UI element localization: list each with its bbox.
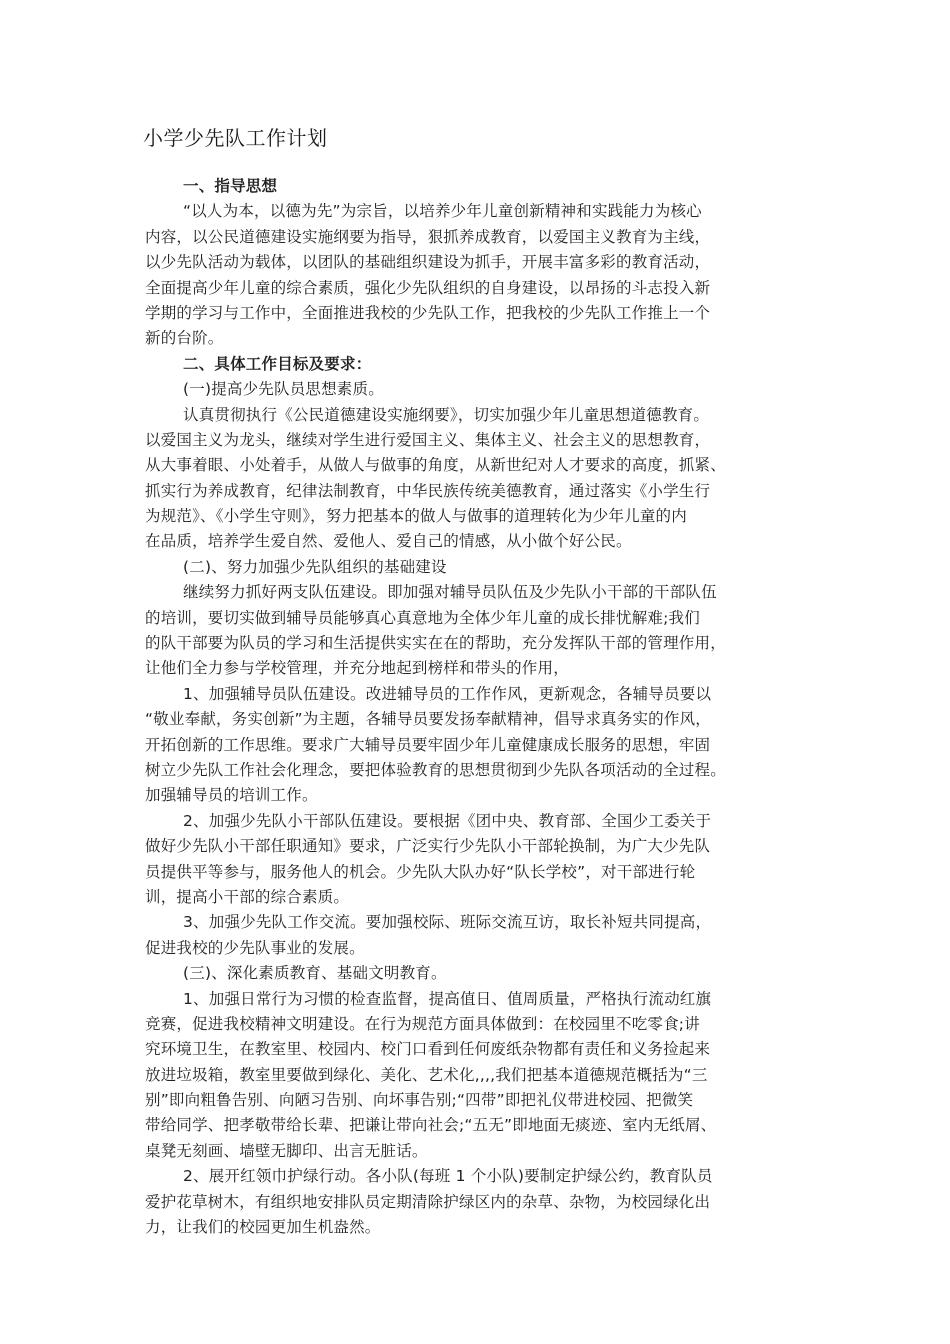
paragraph-line: 在品质，培养学生爱自然、爱他人、爱自己的情感，从小做个好公民。 [145,532,632,551]
paragraph-line: (一)提高少先队员思想素质。 [183,380,384,399]
paragraph-line: 认真贯彻执行《公民道德建设实施纲要》，切实加强少年儿童思想道德教育。 [183,405,710,424]
paragraph-line: (三)、深化素质教育、基础文明教育。 [183,964,447,983]
paragraph-line: 从大事着眼、小处着手，从做人与做事的角度，从新世纪对人才要求的高度，抓紧、 [145,456,726,475]
paragraph-line: 别”即向粗鲁告别、向陋习告别、向坏事告别;“四带”即把礼仪带进校园、把微笑 [145,1091,694,1110]
paragraph-line: 以爱国主义为龙头，继续对学生进行爱国主义、集体主义、社会主义的思想教育， [145,430,711,449]
paragraph-line: 1、加强辅导员队伍建设。改进辅导员的工作作风，更新观念，各辅导员要以 [183,684,712,703]
paragraph-line: 的培训，要切实做到辅导员能够真心真意地为全体少年儿童的成长排忧解难;我们 [145,608,700,627]
paragraph-line: 新的台阶。 [145,329,224,348]
paragraph-line: “以人为本，以德为先”为宗旨，以培养少年儿童创新精神和实践能力为核心 [183,202,702,221]
document-body [145,174,825,1240]
paragraph-line: 员提供平等参与，服务他人的机会。少先队大队办好“队长学校”，对干部进行轮 [145,862,696,881]
paragraph-line: 加强辅导员的培训工作。 [145,786,318,805]
paragraph-line: 3、加强少先队工作交流。要加强校际、班际交流互访，取长补短共同提高， [183,913,712,932]
document-title: 小学少先队工作计划 [143,126,328,150]
paragraph-line: 树立少先队工作社会化理念，要把体验教育的思想贯彻到少先队各项活动的全过程。 [145,760,726,779]
paragraph-line: 学期的学习与工作中，全面推进我校的少先队工作，把我校的少先队工作推上一个 [145,303,711,322]
paragraph-line: 继续努力抓好两支队伍建设。即加强对辅导员队伍及少先队小干部的干部队伍 [183,583,717,602]
paragraph-line: 力，让我们的校园更加生机盎然。 [145,1218,381,1237]
paragraph-line: 放进垃圾箱，教室里要做到绿化、美化、艺术化,,,,我们把基本道德规范概括为“三 [145,1065,708,1084]
paragraph-line: 训，提高小干部的综合素质。 [145,887,350,906]
section-heading: 二、具体工作目标及要求： [183,354,372,373]
paragraph-line: 2、展开红领巾护绿行动。各小队(每班 1 个小队)要制定护绿公约，教育队员 [183,1167,713,1186]
paragraph-line: 以少先队活动为载体，以团队的基础组织建设为抓手，开展丰富多彩的教育活动， [145,253,711,272]
paragraph-line: 竞赛，促进我校精神文明建设。在行为规范方面具体做到：在校园里不吃零食;讲 [145,1014,700,1033]
paragraph-line: 1、加强日常行为习惯的检查监督，提高值日、值周质量，严格执行流动红旗 [183,989,712,1008]
paragraph-line: 爱护花草树木，有组织地安排队员定期清除护绿区内的杂草、杂物，为校园绿化出 [145,1192,711,1211]
paragraph-line: 全面提高少年儿童的综合素质，强化少先队组织的自身建设，以昂扬的斗志投入新 [145,278,711,297]
paragraph-line: 开拓创新的工作思维。要求广大辅导员要牢固少年儿童健康成长服务的思想，牢固 [145,735,711,754]
paragraph-line: 2、加强少先队小干部队伍建设。要根据《团中央、教育部、全国少工委关于 [183,811,712,830]
paragraph-line: “敬业奉献，务实创新”为主题，各辅导员要发扬奉献精神，倡导求真务实的作风， [145,710,711,729]
section-heading: 一、指导思想 [183,177,278,195]
paragraph-line: 促进我校的少先队事业的发展。 [145,938,365,957]
paragraph-line: 抓实行为养成教育，纪律法制教育，中华民族传统美德教育，通过落实《小学生行 [145,481,711,500]
paragraph-line: (二)、努力加强少先队组织的基础建设 [183,557,447,576]
paragraph-line: 带给同学、把孝敬带给长辈、把谦让带向社会;“五无”即地面无痰迹、室内无纸屑、 [145,1116,717,1135]
paragraph-line: 的队干部要为队员的学习和生活提供实实在在的帮助，充分发挥队干部的管理作用， [145,634,726,653]
paragraph-line: 内容，以公民道德建设实施纲要为指导，狠抓养成教育，以爱国主义教育为主线， [145,227,711,246]
paragraph-line: 桌凳无刻画、墙壁无脚印、出言无脏话。 [145,1141,428,1160]
paragraph-line: 做好少先队小干部任职通知》要求，广泛实行少先队小干部轮换制，为广大少先队 [145,837,711,856]
paragraph-line: 让他们全力参与学校管理，并充分地起到榜样和带头的作用， [145,659,569,678]
paragraph-line: 究环境卫生，在教室里、校园内、校门口看到任何废纸杂物都有责任和义务捡起来 [145,1040,711,1059]
paragraph-line: 为规范》、《小学生守则》，努力把基本的做人与做事的道理转化为少年儿童的内 [145,507,687,526]
